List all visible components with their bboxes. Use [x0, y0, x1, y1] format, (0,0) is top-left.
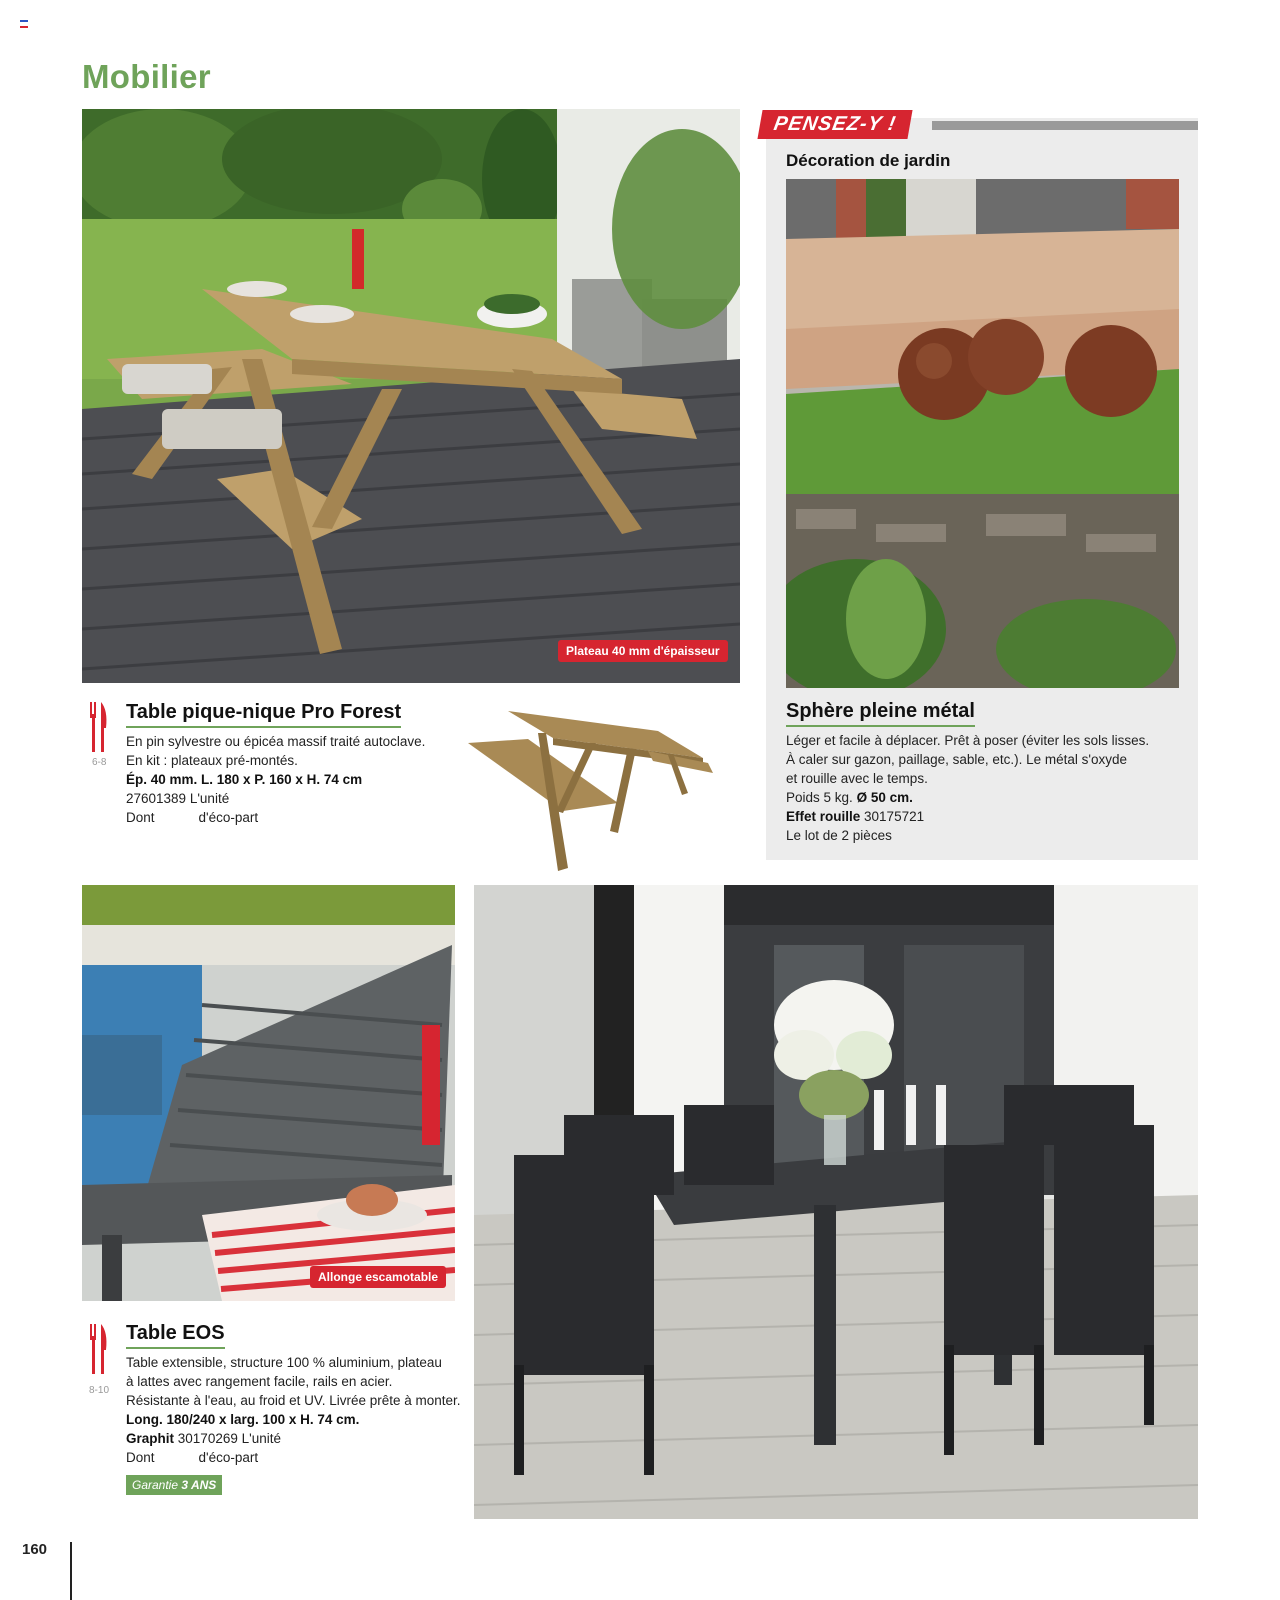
eos-dining-set-photo: [474, 885, 1198, 1519]
lot-label: Le lot de 2 pièces: [786, 828, 892, 843]
variant-label: Effet rouille: [786, 809, 861, 824]
desc-line: et rouille avec le temps.: [786, 771, 928, 786]
dimensions: Long. 180/240 x larg. 100 x H. 74 cm.: [126, 1412, 360, 1427]
unit-label: L'unité: [241, 1431, 281, 1446]
eco-part-label: d'éco-part: [198, 810, 259, 825]
product-title: Sphère pleine métal: [786, 700, 975, 727]
desc-line: À caler sur gazon, paillage, sable, etc.). Le métal s'oxyde: [786, 752, 1128, 767]
warranty-value: 3 ANS: [181, 1478, 217, 1492]
dimensions: Ép. 40 mm. L. 180 x P. 160 x H. 74 cm: [126, 772, 363, 787]
photo-tag-allonge: Allonge escamotable: [310, 1266, 446, 1288]
cutlery-icon: [88, 702, 110, 754]
metal-spheres-photo: [786, 179, 1179, 688]
reference-code: 27601389: [126, 791, 187, 806]
language-flag-icon: [20, 20, 28, 28]
cutlery-icon: [88, 1324, 110, 1376]
desc-line: Résistante à l'eau, au froid et UV. Livrée prête à monter.: [126, 1393, 461, 1408]
eco-part-label: d'éco-part: [198, 1450, 259, 1465]
desc-line: En pin sylvestre ou épicéa massif traité autoclave.: [126, 734, 426, 749]
age-range: 8-10: [89, 1385, 110, 1396]
product-title: Table EOS: [126, 1322, 225, 1349]
pensez-y-subtitle: Décoration de jardin: [786, 151, 951, 170]
age-range: 6-8: [92, 757, 107, 768]
section-title: Mobilier: [82, 58, 211, 95]
eos-extension-photo: [82, 885, 455, 1301]
warranty-prefix: Garantie: [132, 1478, 179, 1492]
product-description: [126, 732, 456, 827]
reference-code: 30175721: [864, 809, 925, 824]
pensez-y-banner: PENSEZ-Y !: [757, 110, 912, 139]
picnic-table-cutout: [468, 703, 724, 871]
page-number: 160: [22, 1541, 48, 1558]
page-divider: [70, 1542, 72, 1600]
product-description: [126, 1353, 466, 1467]
product-description: [786, 731, 1186, 845]
product-title: Table pique-nique Pro Forest: [126, 701, 401, 728]
photo-tag-plateau: Plateau 40 mm d'épaisseur: [558, 640, 728, 662]
desc-line: En kit : plateaux pré-montés.: [126, 753, 298, 768]
reference-code: 30170269: [177, 1431, 238, 1446]
warranty-badge: [126, 1475, 222, 1495]
eco-part-prefix: Dont: [126, 1450, 155, 1465]
weight: Poids 5 kg.: [786, 790, 853, 805]
pensez-y-rule: [932, 121, 1198, 130]
unit-label: L'unité: [189, 791, 230, 806]
diameter: Ø 50 cm.: [856, 790, 913, 805]
picnic-table-photo: [82, 109, 740, 683]
eco-part-prefix: Dont: [126, 810, 155, 825]
color-label: Graphit: [126, 1431, 175, 1446]
desc-line: Léger et facile à déplacer. Prêt à poser (éviter les sols lisses.: [786, 733, 1150, 748]
desc-line: Table extensible, structure 100 % aluminium, plateau: [126, 1355, 442, 1370]
desc-line: à lattes avec rangement facile, rails en acier.: [126, 1374, 393, 1389]
